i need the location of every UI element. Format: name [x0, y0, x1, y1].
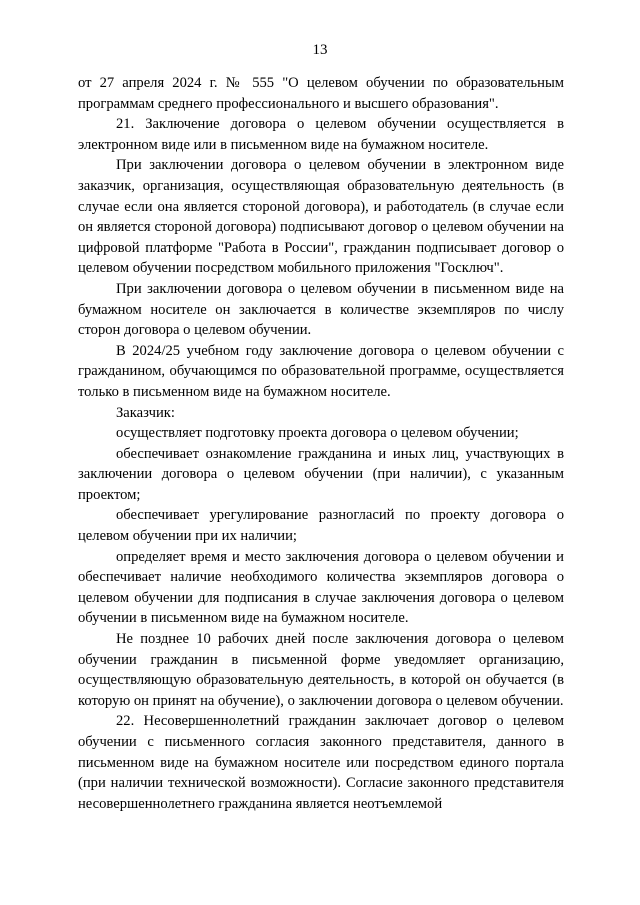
paragraph-notification: Не позднее 10 рабочих дней после заключения договора о целевом обучении гражданин в письменной форме уведомляет организацию, осуществляющую образовательную деятельность, в которой он обучается (в которую он принят на обучение), о заключении договора о целевом обучении. — [78, 631, 564, 709]
paragraph-customer-duty-3: обеспечивает урегулирование разногласий по проекту договора о целевом обучении при их наличии; — [78, 507, 564, 545]
paragraph-customer-duty-1: осуществляет подготовку проекта договора о целевом обучении; — [116, 425, 519, 442]
paragraph-paper-copies: При заключении договора о целевом обучении в письменном виде на бумажном носителе он заключается в количестве экземпляров по числу сторон договора о целевом обучении. — [78, 280, 564, 339]
paragraph-customer-duty-2: обеспечивает ознакомление гражданина и иных лиц, участвующих в заключении договора о целевом обучении (при наличии), с указанным проектом; — [78, 445, 564, 503]
paragraph-electronic-signing: При заключении договора о целевом обучении в электронном виде заказчик, организация, осуществляющая образовательную деятельность (в случае если она является стороной договора), и работодатель (в случае если он является стороной договора) подписывают договор о целевом обучении на цифровой платформе "Работа в России", гражданин подписывает договор о целевом обучении посредством мобильного приложения "Госключ". — [78, 157, 564, 277]
paragraph-clause-22: 22. Несовершеннолетний гражданин заключает договор о целевом обучении с письменного согласия законного представителя, данного в письменном виде на бумажном носителе или посредством единого портала (при наличии технической возможности). Согласие законного представителя несовершеннолетнего гражданина является неотъемлемой — [78, 713, 564, 812]
paragraph-customer-duty-4: определяет время и место заключения договора о целевом обучении и обеспечивает наличие необходимого количества экземпляров договора о целевом обучении для подписания в случае заключения договора о целевом обучении в письменном виде на бумажном носителе. — [78, 548, 564, 627]
paragraph-academic-year: В 2024/25 учебном году заключение договора о целевом обучении с гражданином, обучающимся по образовательной программе, осуществляется только в письменном виде на бумажном носителе. — [78, 342, 564, 400]
paragraph-continuation: от 27 апреля 2024 г. № 555 "О целевом обучении по образовательным программам среднего профессионального и высшего образования". — [78, 75, 564, 112]
paragraph-clause-21: 21. Заключение договора о целевом обучении осуществляется в электронном виде или в письменном виде на бумажном носителе. — [78, 116, 564, 153]
paragraph-customer-heading: Заказчик: — [116, 404, 175, 421]
body-text — [78, 73, 564, 814]
page-number: 13 — [312, 42, 328, 58]
